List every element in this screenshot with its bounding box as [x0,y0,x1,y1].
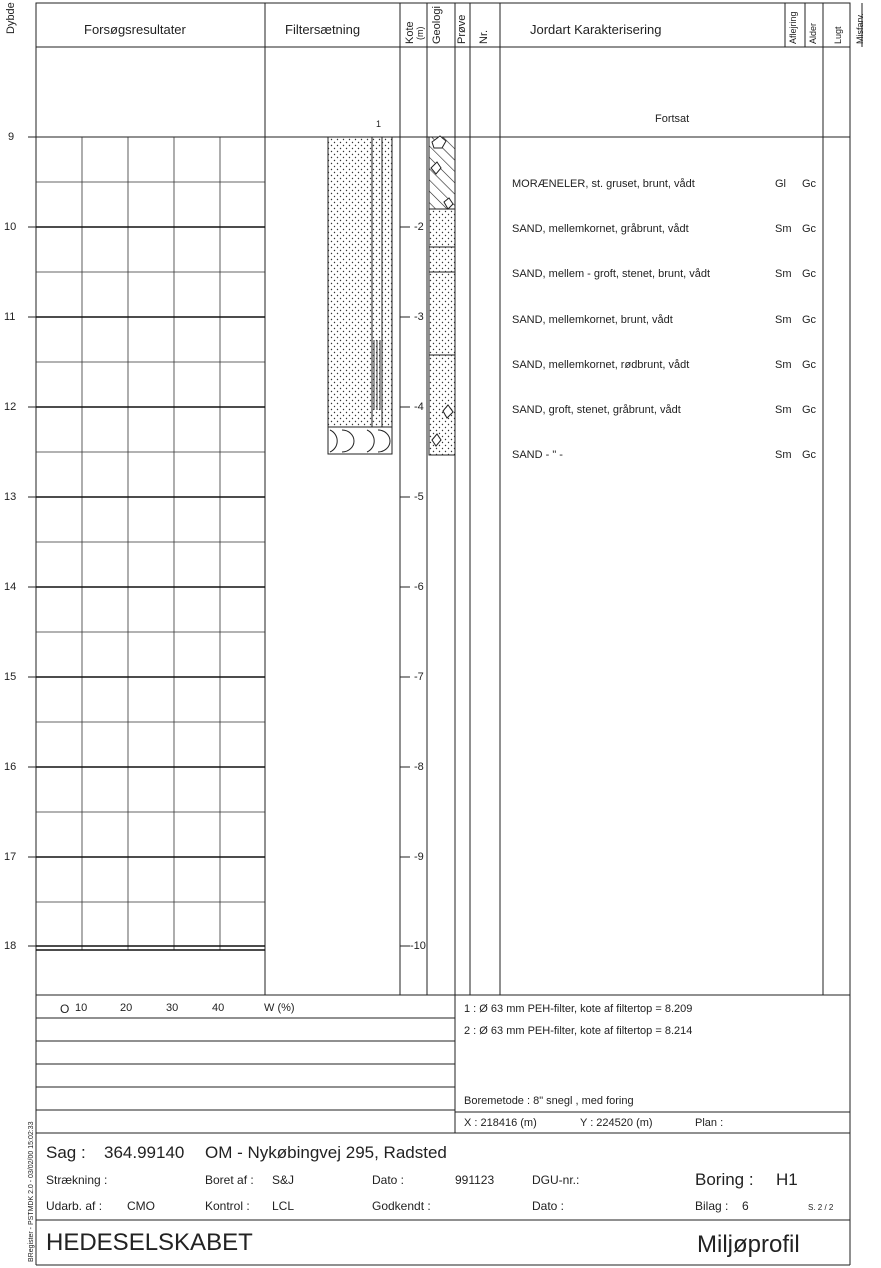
depth-tick: 16 [4,761,17,773]
kontrol-label: Kontrol : [205,1199,250,1213]
dato2-label: Dato : [532,1199,565,1213]
layer-description: SAND, mellemkornet, brunt, vådt [512,314,673,326]
sag-name: OM - Nykøbingvej 295, Radsted [205,1143,447,1162]
header-geologi: Geologi [431,6,443,44]
depth-tick: 17 [4,851,17,863]
udarb-label: Udarb. af : [46,1199,103,1213]
side-stamp: BRegister - PSTMDK 2.0 - 03/02/00 15:02:33 [28,1121,35,1262]
depth-tick: 18 [4,940,17,952]
depth-tick: 13 [4,491,17,503]
layer-description: SAND, mellemkornet, rødbrunt, vådt [512,359,690,371]
layer-alder: Gc [802,314,817,326]
dato-label: Dato : [372,1173,405,1187]
test-results-grid [36,137,265,950]
layer-aflejring: Sm [775,268,792,280]
kote-tick: -9 [414,851,424,863]
boring-value: H1 [776,1170,798,1189]
filter-note: 2 : Ø 63 mm PEH-filter, kote af filtertop = 8.214 [464,1025,693,1037]
boret-af-value: S&J [272,1173,295,1187]
sag-label: Sag : [46,1143,86,1162]
kontrol-value: LCL [272,1199,295,1213]
coord-x: X : 218416 (m) [464,1117,537,1129]
depth-tick: 15 [4,671,17,683]
bilag-value: 6 [742,1199,749,1213]
depth-tick: 11 [4,311,16,323]
layer-description: MORÆNELER, st. gruset, brunt, vådt [512,178,695,190]
dato-value: 991123 [455,1173,495,1187]
dgu-label: DGU-nr.: [532,1173,580,1187]
kote-tick: -4 [414,401,424,413]
layer-alder: Gc [802,223,817,235]
godkendt-label: Godkendt : [372,1199,431,1213]
layer-aflejring: Sm [775,404,792,416]
layer-aflejring: Sm [775,359,792,371]
header-alder: Alder [808,22,818,44]
layer-aflejring: Sm [775,314,792,326]
kote-tick: -8 [414,761,424,773]
layer-description: SAND, mellemkornet, gråbrunt, vådt [512,223,689,235]
boremetode: Boremetode : 8" snegl , med foring [464,1095,634,1107]
document-type: Miljøprofil [697,1231,800,1258]
depth-tick: 12 [4,401,17,413]
kote-tick: -5 [414,491,424,503]
header-dybde: Dybde [5,2,17,34]
layer-aflejring: Sm [775,449,792,461]
layer-description: SAND, groft, stenet, gråbrunt, vådt [512,404,681,416]
header-aflejring: Aflejring [788,11,798,44]
sag-number: 364.99140 [104,1143,185,1162]
straekning-label: Strækning : [46,1173,108,1187]
udarb-value: CMO [127,1199,155,1213]
layer-alder: Gc [802,268,817,280]
kote-tick: -2 [414,221,424,233]
header-forsogsresultater: Forsøgsresultater [84,22,186,37]
layer-alder: Gc [802,449,817,461]
coord-y: Y : 224520 (m) [580,1117,653,1129]
w-scale-tick: 10 [75,1002,88,1014]
fortsat-label: Fortsat [655,113,690,125]
kote-tick: -3 [414,311,424,323]
company-name: HEDESELSKABET [46,1229,253,1256]
boring-label: Boring : [695,1170,754,1189]
header-misfarv: Misfarv. [855,13,865,44]
filter-number-label: 1 [376,119,382,129]
depth-tick: 9 [8,131,15,143]
kote-tick: -7 [414,671,424,683]
layer-aflejring: Sm [775,223,792,235]
layer-description: SAND, mellem - groft, stenet, brunt, vådt [512,268,711,280]
w-scale-tick: 30 [166,1002,179,1014]
w-scale-tick: 20 [120,1002,133,1014]
header-kote: Kote [404,21,416,44]
layer-alder: Gc [802,404,817,416]
layer-alder: Gc [802,359,817,371]
w-scale-label: W (%) [264,1002,295,1014]
kote-tick: -10 [410,940,426,952]
layer-description: SAND - " - [512,449,563,461]
w-scale-origin: O [60,1002,70,1016]
bilag-label: Bilag : [695,1199,729,1213]
plan-label: Plan : [695,1117,724,1129]
layer-alder: Gc [802,178,817,190]
filter-installation-drawing [328,137,392,454]
depth-tick: 10 [4,221,17,233]
layer-aflejring: Gl [775,178,786,190]
w-scale-tick: 40 [212,1002,225,1014]
geology-column [429,136,455,455]
depth-tick: 14 [4,581,17,593]
boret-af-label: Boret af : [205,1173,254,1187]
header-nr: Nr. [478,29,490,44]
page-number: S. 2 / 2 [808,1203,834,1212]
header-jordart: Jordart Karakterisering [530,22,662,37]
header-filtersaetning: Filtersætning [285,22,361,37]
kote-tick: -6 [414,581,424,593]
header-lugt: Lugt [833,26,843,44]
header-prove: Prøve [456,14,468,44]
header-kote-unit: (m) [415,26,425,40]
filter-note: 1 : Ø 63 mm PEH-filter, kote af filtertop = 8.209 [464,1003,693,1015]
